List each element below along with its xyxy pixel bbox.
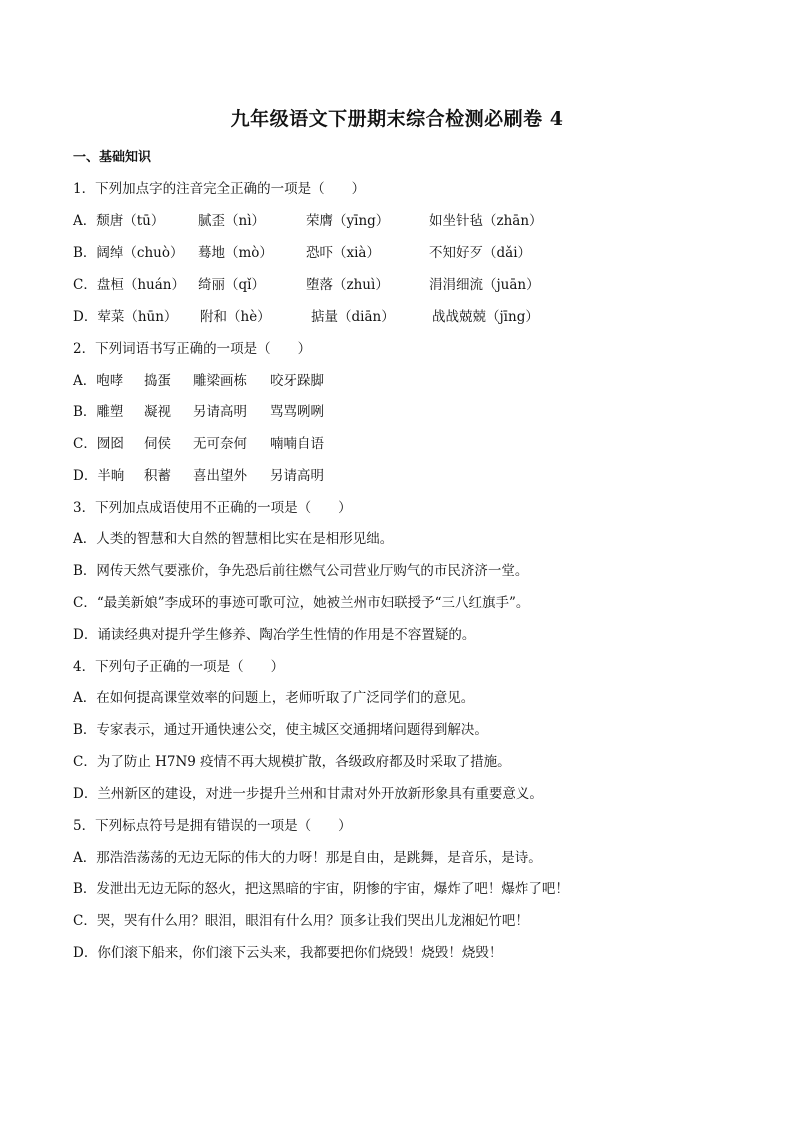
- q2-option-a-4: 咬牙跺脚: [270, 373, 324, 389]
- q1-option-d-2: 附和（hè）: [200, 309, 271, 325]
- q4-option-c: C．为了防止 H7N9 疫情不再大规模扩散，各级政府都及时采取了措施。: [73, 754, 511, 770]
- q2-option-a-3: 雕梁画栋: [193, 373, 247, 389]
- q3-option-d: D．诵读经典对提升学生修养、陶冶学生性情的作用是不容置疑的。: [73, 627, 476, 643]
- q5-option-a: A．那浩浩荡荡的无边无际的伟大的力呀！那是自由，是跳舞，是音乐，是诗。: [73, 850, 542, 866]
- q1-option-b-4: 不知好歹（dǎi）: [429, 245, 532, 261]
- q4-option-a: A．在如何提高课堂效率的问题上，老师听取了广泛同学们的意见。: [73, 690, 475, 706]
- q1-option-c-3: 堕落（zhuì）: [306, 277, 389, 293]
- q2-option-b-2: 凝视: [144, 404, 171, 420]
- q1-option-b-2: 蓦地（mò）: [198, 245, 273, 261]
- q1-option-b-1: B．阔绰（chuò）: [73, 245, 184, 261]
- q5-option-c: C．哭，哭有什么用？眼泪，眼泪有什么用？顶多让我们哭出儿龙湘妃竹吧！: [73, 913, 529, 929]
- q2-option-c-4: 喃喃自语: [270, 436, 324, 452]
- q2-option-d-4: 另请高明: [270, 468, 324, 484]
- q4-option-d: D．兰州新区的建设，对进一步提升兰州和甘肃对外开放新形象具有重要意义。: [73, 786, 543, 802]
- q2-option-a-2: 捣蛋: [144, 373, 171, 389]
- page-title: 九年级语文下册期末综合检测必刷卷 4: [230, 108, 564, 130]
- q2-option-b-4: 骂骂咧咧: [270, 404, 324, 420]
- q2-option-b-3: 另请高明: [193, 404, 247, 420]
- question-2-stem: 2．下列词语书写正确的一项是（ ）: [73, 341, 312, 357]
- q3-option-c: C．“最美新娘”李成环的事迹可歌可泣，她被兰州市妇联授予“三八红旗手”。: [73, 595, 530, 611]
- question-1-stem: 1．下列加点字的注音完全正确的一项是（ ）: [73, 181, 366, 197]
- question-4-stem: 4．下列句子正确的一项是（ ）: [73, 659, 285, 675]
- q1-option-d-4: 战战兢兢（jīng）: [432, 309, 539, 325]
- q2-option-d-1: D．半晌: [73, 468, 125, 484]
- q5-option-d: D．你们滚下船来，你们滚下云头来，我都要把你们烧毁！烧毁！烧毁！: [73, 945, 503, 961]
- q1-option-d-3: 掂量（diān）: [311, 309, 395, 325]
- question-3-stem: 3．下列加点成语使用不正确的一项是（ ）: [73, 500, 352, 516]
- section-heading: 一、基础知识: [73, 150, 152, 165]
- question-5-stem: 5．下列标点符号是拥有错误的一项是（ ）: [73, 818, 352, 834]
- q1-option-c-2: 绮丽（qǐ）: [198, 277, 265, 293]
- q4-option-b: B．专家表示，通过开通快速公交，使主城区交通拥堵问题得到解决。: [73, 722, 488, 738]
- q2-option-c-3: 无可奈何: [193, 436, 247, 452]
- q1-option-a-4: 如坐针毡（zhān）: [429, 213, 543, 229]
- q3-option-a: A．人类的智慧和大自然的智慧相比实在是相形见绌。: [73, 531, 394, 547]
- q2-option-c-1: C．囫囵: [73, 436, 124, 452]
- q1-option-a-1: A．颓唐（tū）: [73, 213, 165, 229]
- q1-option-c-4: 涓涓细流（juān）: [429, 277, 540, 293]
- q1-option-a-2: 腻歪（nì）: [198, 213, 266, 229]
- q2-option-b-1: B．雕塑: [73, 404, 124, 420]
- q1-option-b-3: 恐吓（xià）: [306, 245, 380, 261]
- q2-option-a-1: A．咆哮: [73, 373, 124, 389]
- q1-option-a-3: 荣膺（yīng）: [306, 213, 390, 229]
- q5-option-b: B．发泄出无边无际的怒火，把这黑暗的宇宙，阴惨的宇宙，爆炸了吧！爆炸了吧！: [73, 881, 569, 897]
- q1-option-c-1: C．盘桓（huán）: [73, 277, 185, 293]
- q3-option-b: B．网传天然气要涨价，争先恐后前往燃气公司营业厅购气的市民济济一堂。: [73, 563, 529, 579]
- q1-option-d-1: D．荤菜（hūn）: [73, 309, 178, 325]
- q2-option-d-2: 积蓄: [144, 468, 171, 484]
- q2-option-c-2: 伺侯: [144, 436, 171, 452]
- q2-option-d-3: 喜出望外: [193, 468, 247, 484]
